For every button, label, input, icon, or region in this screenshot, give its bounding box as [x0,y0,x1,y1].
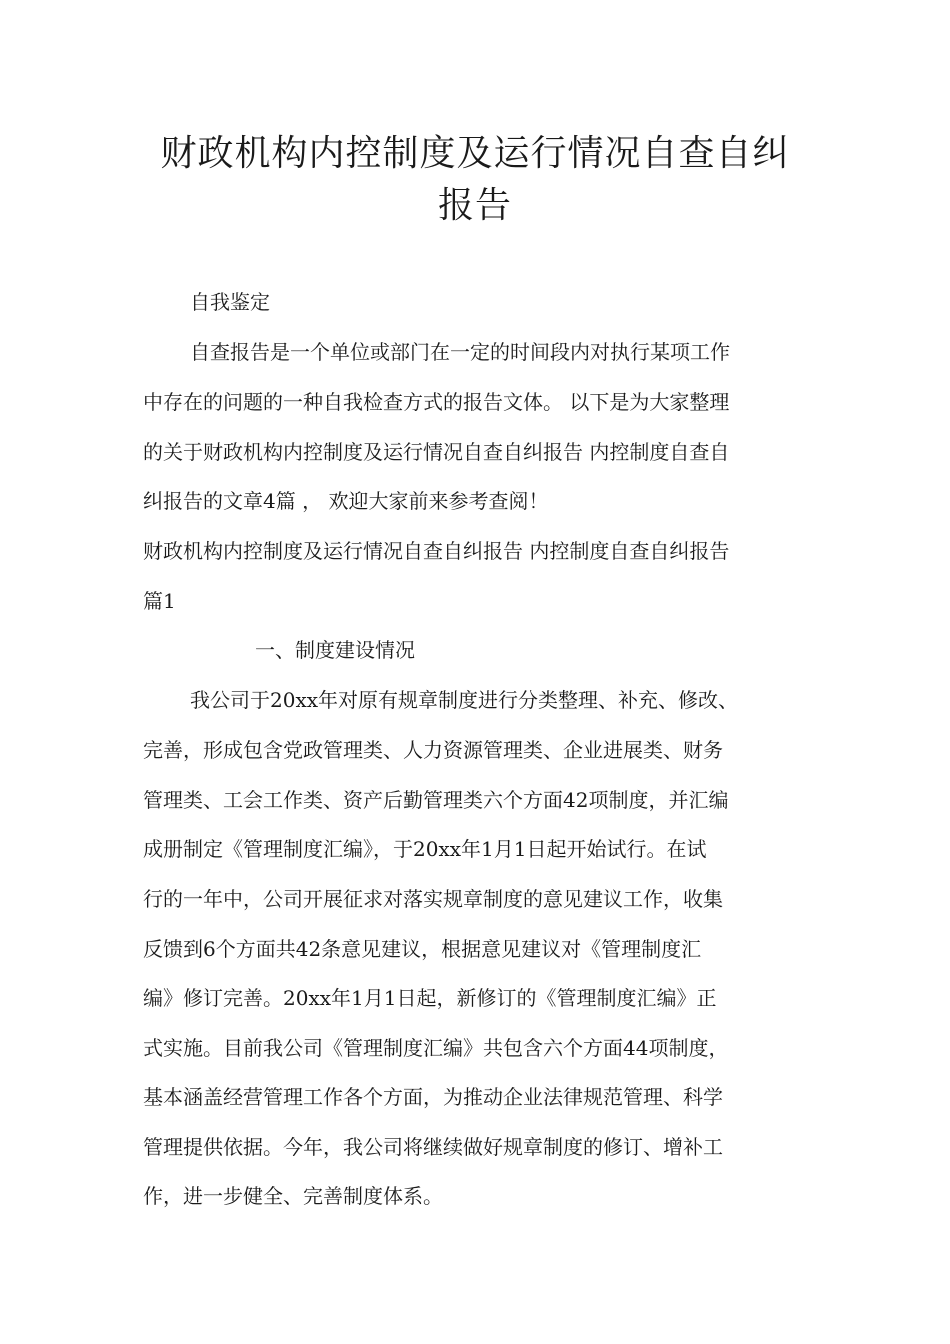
body-line: 编》修订完善。20xx年1月1日起，新修订的《管理制度汇编》正 [143,986,717,1010]
body-line: 式实施。目前我公司《管理制度汇编》共包含六个方面44项制度， [143,1036,729,1060]
body-line: 管理提供依据。今年，我公司将继续做好规章制度的修订、增补工 [143,1135,723,1159]
body-line: 行的一年中，公司开展征求对落实规章制度的意见建议工作，收集 [143,887,723,911]
body-line: 基本涵盖经营管理工作各个方面，为推动企业法律规范管理、科学 [143,1085,723,1109]
document-title-line-2: 报告 [437,185,512,226]
intro-line: 自查报告是一个单位或部门在一定的时间段内对执行某项工作 [190,340,730,364]
body-line: 我公司于20xx年对原有规章制度进行分类整理、补充、修改、 [190,688,739,712]
body-line: 完善，形成包含党政管理类、人力资源管理类、企业进展类、财务 [143,738,723,762]
body-line: 成册制定《管理制度汇编》，于20xx年1月1日起开始试行。在试 [143,837,707,861]
body-line: 作，进一步健全、完善制度体系。 [143,1184,443,1208]
intro-line: 的关于财政机构内控制度及运行情况自查自纠报告 内控制度自查自 [143,440,730,464]
document-title-line-1: 财政机构内控制度及运行情况自查自纠 [160,133,790,174]
body-line: 管理类、工会工作类、资产后勤管理类六个方面42项制度，并汇编 [143,788,729,812]
intro-line: 纠报告的文章4篇 ， 欢迎大家前来参考查阅！ [143,489,549,513]
section-label-self-appraisal: 自我鉴定 [190,290,270,314]
article-heading-line: 篇1 [143,589,176,613]
intro-line: 中存在的问题的一种自我检查方式的报告文体。 以下是为大家整理 [143,390,730,414]
section-heading: 一、制度建设情况 [255,638,415,662]
article-heading-line: 财政机构内控制度及运行情况自查自纠报告 内控制度自查自纠报告 [143,539,730,563]
body-line: 反馈到6个方面共42条意见建议，根据意见建议对《管理制度汇 [143,937,702,961]
